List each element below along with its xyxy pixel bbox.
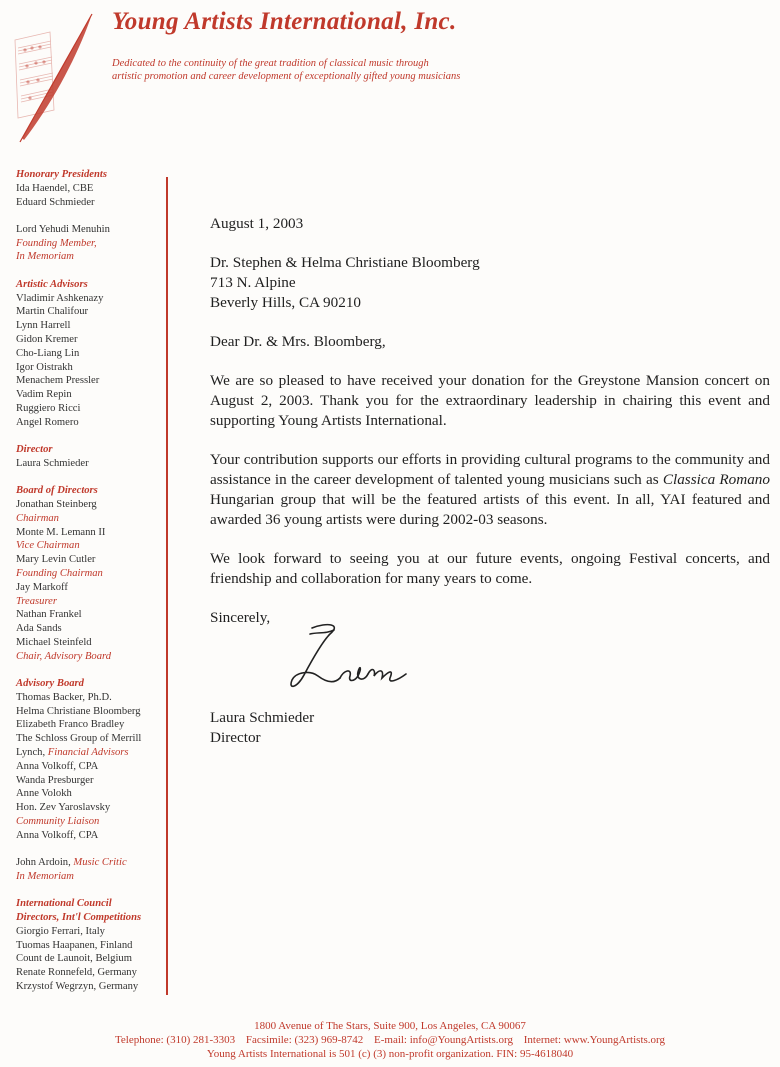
roster-name: Thomas Backer, Ph.D. <box>16 691 112 703</box>
roster-group <box>16 223 166 264</box>
recipient-address <box>210 253 770 313</box>
roster-name: Elizabeth Franco Bradley <box>16 719 125 731</box>
roster-name: Anna Volkoff, CPA <box>16 829 99 841</box>
group-name: Classica Romano <box>662 471 770 488</box>
roster-name: Cho-Liang Lin <box>16 347 80 359</box>
roster-name: Mary Levin Cutler <box>16 554 96 566</box>
roster-name: Ruggiero Ricci <box>16 402 81 414</box>
roster-name: Nathan Frankel <box>16 609 82 621</box>
roster-name: Jay Markoff <box>16 581 68 593</box>
roster-heading: Board of Directors <box>16 485 98 497</box>
roster-role: Vice Chairman <box>16 540 80 552</box>
roster-role: Founding Chairman <box>16 567 103 579</box>
roster-name: Helma Christiane Bloomberg <box>16 705 141 717</box>
roster-name: Anna Volkoff, CPA <box>16 760 99 772</box>
roster-heading: Directors, Int'l Competitions <box>16 911 142 923</box>
closing: Sincerely, <box>210 609 271 626</box>
roster-name: Vadim Repin <box>16 389 72 401</box>
recipient-street: 713 N. Alpine <box>210 274 296 291</box>
roster-group <box>16 278 166 430</box>
roster-group <box>16 677 166 843</box>
roster-name: Ida Haendel, CBE <box>16 182 94 194</box>
letter-date: August 1, 2003 <box>210 215 304 232</box>
roster-name: Michael Steinfeld <box>16 636 92 648</box>
handwritten-signature <box>282 620 412 700</box>
footer-email: E-mail: info@YoungArtists.org <box>374 1034 513 1046</box>
roster-heading: Honorary Presidents <box>16 169 107 180</box>
roster-name: Angel Romero <box>16 416 79 428</box>
roster-heading: International Council <box>16 898 112 910</box>
roster-name: The Schloss Group of Merrill <box>16 733 142 745</box>
signer-title: Director <box>210 729 261 746</box>
roster-name: Renate Ronnefeld, Germany <box>16 967 137 979</box>
vertical-divider <box>166 177 168 995</box>
roster-heading: Artistic Advisors <box>16 278 88 290</box>
roster-name: Vladimir Ashkenazy <box>16 292 104 304</box>
roster-name <box>16 856 166 870</box>
letter-body <box>210 214 770 628</box>
roster-name: Igor Oistrakh <box>16 361 73 373</box>
roster-role: Music Critic <box>73 857 127 869</box>
footer-address: 1800 Avenue of The Stars, Suite 900, Los Angeles, CA 90067 <box>254 1020 526 1032</box>
roster-group <box>16 484 166 663</box>
paragraph-3: We look forward to seeing you at our future events, ongoing Festival concerts, and friendship and collaboration for many years to come. <box>210 550 770 587</box>
roster-name-text: John Ardoin, <box>16 857 74 869</box>
roster-name: Count de Launoit, Belgium <box>16 953 132 965</box>
paragraph-1: We are so pleased to have received your donation for the Greystone Mansion concert on August 2, 2003. Thank you for the extraordinary leadership in chairing this event and supporting Young Artists International. <box>210 372 770 429</box>
roster-name: Wanda Presburger <box>16 774 94 786</box>
recipient-city: Beverly Hills, CA 90210 <box>210 294 362 311</box>
roster-role: Founding Member, <box>16 237 97 249</box>
salutation: Dear Dr. & Mrs. Bloomberg, <box>210 333 386 350</box>
footer <box>0 1019 780 1061</box>
roster-name: Eduard Schmieder <box>16 196 95 208</box>
footer-contacts <box>0 1033 780 1047</box>
roster-group <box>16 897 166 994</box>
org-name: Young Artists International, Inc. <box>112 8 457 35</box>
paragraph-2 <box>210 450 770 530</box>
roster-role: Chairman <box>16 512 59 524</box>
roster-name: Monte M. Lemann II <box>16 526 106 538</box>
roster-name: Laura Schmieder <box>16 457 89 469</box>
roster-name: Lynn Harrell <box>16 320 71 332</box>
tagline-line: Dedicated to the continuity of the great tradition of classical music through <box>112 58 429 69</box>
roster-group <box>16 856 166 884</box>
roster-name: Martin Chalifour <box>16 306 89 318</box>
footer-internet: Internet: www.YoungArtists.org <box>523 1034 666 1046</box>
sidebar-roster <box>16 168 166 1007</box>
roster-name: Gidon Kremer <box>16 333 78 345</box>
footer-telephone: Telephone: (310) 281-3303 <box>114 1034 236 1046</box>
roster-role: Treasurer <box>16 595 58 607</box>
tagline-line: artistic promotion and career development of exceptionally gifted young musicians <box>112 71 461 82</box>
recipient-name: Dr. Stephen & Helma Christiane Bloomberg <box>210 254 480 271</box>
roster-name: Tuomas Haapanen, Finland <box>16 939 133 951</box>
tagline <box>112 57 482 83</box>
roster-heading: Advisory Board <box>16 678 84 689</box>
signature-block <box>210 708 314 748</box>
roster-name <box>16 746 166 760</box>
roster-name: Krzystof Wegrzyn, Germany <box>16 980 139 992</box>
sheet-music-quill-icon <box>10 10 100 145</box>
roster-role: In Memoriam <box>16 251 74 263</box>
roster-name: Lord Yehudi Menuhin <box>16 223 110 235</box>
roster-role: Community Liaison <box>16 815 100 827</box>
roster-name: Giorgio Ferrari, Italy <box>16 925 105 937</box>
roster-heading: Director <box>16 444 53 456</box>
signer-name: Laura Schmieder <box>210 709 315 726</box>
paragraph-2-text: Hungarian group that will be the featured artists of this event. In all, YAI featured and awarded 36 young artists were during 2002-03 seasons. <box>210 491 770 528</box>
footer-nonprofit: Young Artists International is 501 (c) (3) non-profit organization. FIN: 95-4618040 <box>206 1048 574 1060</box>
roster-name-text: Lynch, <box>16 746 48 758</box>
roster-name: Jonathan Steinberg <box>16 498 97 510</box>
roster-name: Menachem Pressler <box>16 375 100 387</box>
roster-group <box>16 443 166 471</box>
paragraph-2-text: Your contribution supports our efforts in providing cultural programs to the community and assistance in the career development of talented young musicians such as <box>210 451 770 488</box>
roster-role: Financial Advisors <box>47 746 129 758</box>
roster-name: Hon. Zev Yaroslavsky <box>16 802 111 814</box>
roster-role: Chair, Advisory Board <box>16 650 112 662</box>
roster-group <box>16 168 166 209</box>
roster-role: In Memoriam <box>16 870 74 882</box>
footer-facsimile: Facsimile: (323) 969-8742 <box>245 1034 364 1046</box>
roster-name: Anne Volokh <box>16 788 72 800</box>
roster-name: Ada Sands <box>16 623 62 635</box>
